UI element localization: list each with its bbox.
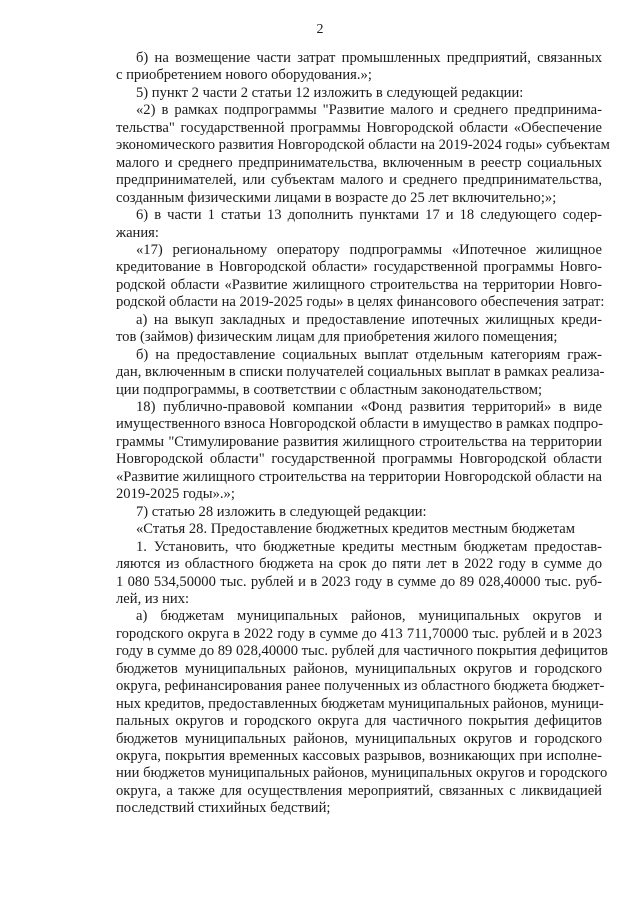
text-line: б) на предоставление социальных выплат отдельным категориям граж-	[136, 346, 602, 363]
text-line: «Развитие жилищного строительства на территории Новгородской области на	[116, 468, 602, 485]
page-number: 2	[316, 22, 324, 37]
text-line: городского округа в 2022 году в сумме до 413 711,70000 тыс. рублей и в 2023	[116, 625, 602, 642]
text-line: экономического развития Новгородской области на 2019-2024 годы» субъектам	[116, 137, 610, 154]
text-line: ции подпрограммы, в соответствии с областным законодательством;	[116, 381, 543, 398]
text-line: округа, а также для осуществления мероприятий, связанных с ликвидацией	[116, 782, 602, 799]
text-line: имущественного взноса Новгородской области в имущество в рамках подпро-	[116, 416, 603, 433]
text-line: 1 080 534,50000 тыс. рублей и в 2023 году в сумме до 89 028,40000 тыс. руб-	[116, 573, 602, 590]
text-line: созданным физическими лицами в возрасте до 25 лет включительно;»;	[116, 189, 557, 206]
text-line: а) бюджетам муниципальных районов, муниципальных округов и	[136, 608, 602, 625]
text-line: кредитование в Новгородской области» государственной программы Новго-	[116, 259, 602, 276]
text-line: ляются из областного бюджета на срок до пяти лет в 2022 году в сумме до	[116, 556, 602, 573]
text-line: «Статья 28. Предоставление бюджетных кредитов местным бюджетам	[136, 521, 576, 538]
text-line: «2) в рамках подпрограммы "Развитие малого и среднего предпринима-	[136, 102, 602, 119]
text-line: тов (займов) физическим лицам для приобретения жилого помещения;	[116, 329, 558, 346]
text-line: округа, покрытия временных кассовых разрывов, возникающих при исполне-	[116, 748, 602, 764]
text-line: предпринимателей, или субъектам малого и среднего предпринимательства,	[116, 172, 602, 189]
text-line: родской области на 2019-2025 годы» в целях финансового обеспечения затрат:	[116, 294, 605, 311]
text-line: нии бюджетов муниципальных районов, муниципальных округов и городского	[116, 765, 608, 782]
text-line: бюджетов муниципальных районов, муниципальных округов и городского	[116, 730, 602, 747]
text-line: пальных округов и городского округа для частичного покрытия дефицитов	[116, 713, 602, 730]
text-line: малого и среднего предпринимательства, включенным в реестр социальных	[116, 154, 602, 171]
text-line: б) на возмещение части затрат промышленных предприятий, связанных	[136, 50, 602, 66]
text-line: Новгородской области" государственной программы Новгородской области	[116, 451, 602, 468]
text-line: 5) пункт 2 части 2 статьи 12 изложить в следующей редакции:	[136, 84, 524, 101]
text-line: 18) публично-правовой компании «Фонд развития территорий» в виде	[136, 399, 602, 415]
text-line: дан, включенным в списки получателей социальных выплат в рамках реализа-	[116, 364, 605, 381]
text-line: ных кредитов, предоставленных бюджетам муниципальных районов, муници-	[116, 695, 604, 712]
text-line: родской области «Развитие жилищного строительства на территории Новго-	[116, 276, 602, 293]
text-line: лей, из них:	[116, 590, 190, 607]
text-line: «17) региональному оператору подпрограммы «Ипотечное жилищное	[136, 241, 602, 258]
text-line: последствий стихийных бедствий;	[116, 800, 331, 817]
text-line: бюджетов муниципальных районов, муниципальных округов и городского	[116, 660, 602, 677]
text-line: с приобретением нового оборудования.»;	[116, 67, 372, 84]
text-line: тельства" государственной программы Новгородской области «Обеспечение	[116, 119, 602, 136]
text-line: 6) в части 1 статьи 13 дополнить пунктами 17 и 18 следующего содер-	[136, 207, 602, 224]
text-line: жания:	[116, 224, 159, 241]
text-line: а) на выкуп закладных и предоставление ипотечных жилищных креди-	[136, 311, 602, 328]
text-line: году в сумме до 89 028,40000 тыс. рублей для частичного покрытия дефицитов	[116, 643, 608, 660]
text-line: округа, рефинансирования ранее полученных из областного бюджета бюджет-	[116, 678, 605, 695]
text-line: 2019-2025 годы».»;	[116, 486, 235, 503]
text-line: 1. Установить, что бюджетные кредиты местным бюджетам предостав-	[136, 538, 602, 555]
text-line: граммы "Стимулирование развития жилищного строительства на территории	[116, 433, 602, 450]
text-line: 7) статью 28 изложить в следующей редакции:	[136, 503, 427, 520]
